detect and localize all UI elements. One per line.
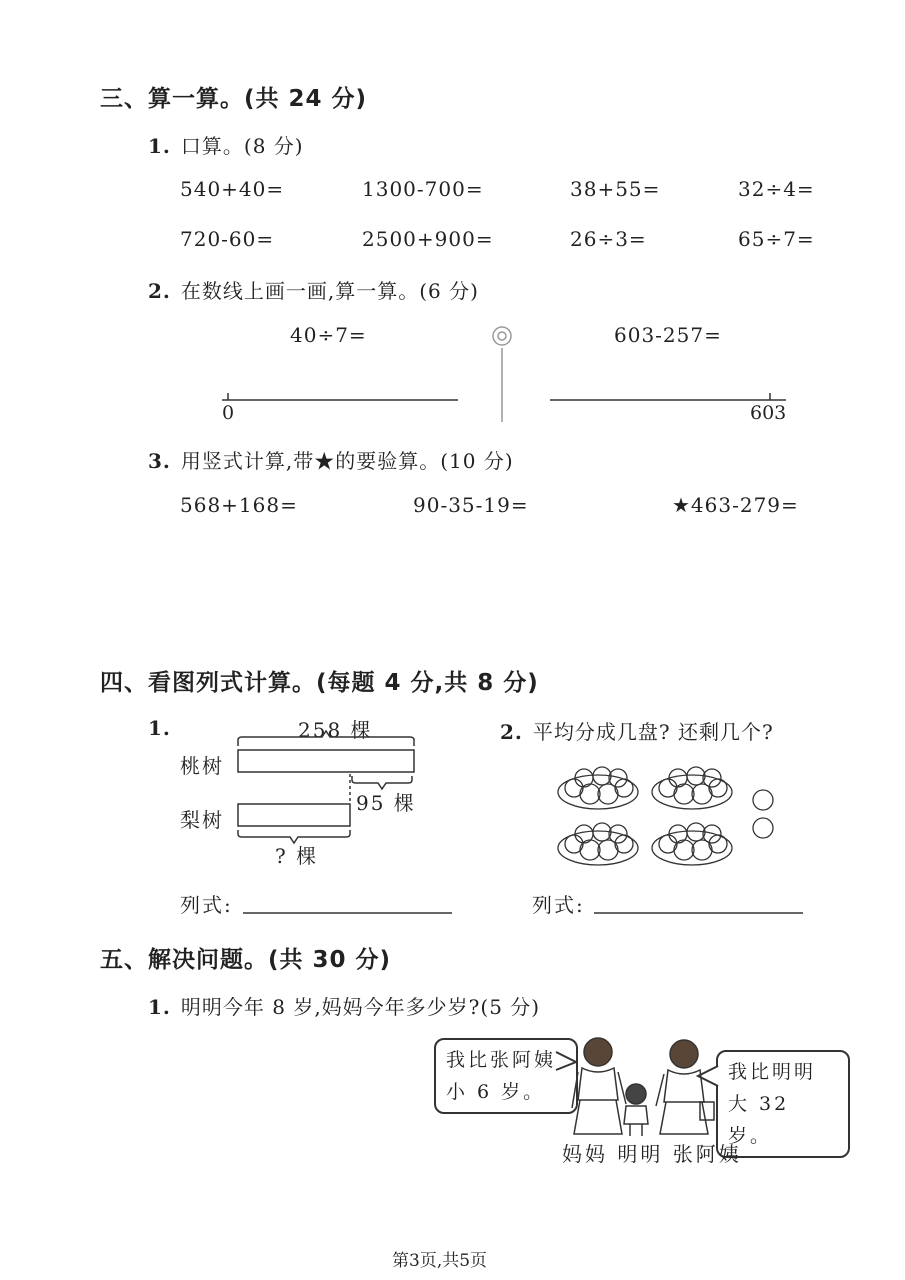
question-number: 1. — [148, 716, 171, 740]
unknown-trees-label: ? 棵 — [275, 844, 319, 868]
oral-expr-6: 2500+900= — [362, 227, 494, 251]
peach-tree-bar — [238, 750, 414, 772]
bubble-mother-line-2: 小 6 岁。 — [446, 1081, 546, 1103]
pear-tree-bar — [238, 804, 350, 826]
single-apple-1 — [753, 790, 773, 810]
formula-label-left: 列式: — [180, 893, 233, 917]
aunt-zhang-illustration — [656, 1040, 714, 1134]
divider-pin-icon — [493, 327, 511, 422]
formula-label-right: 列式: — [532, 893, 585, 917]
question-text: 明明今年 8 岁,妈妈今年多少岁?(5 分) — [180, 995, 541, 1019]
bubble-mother-line-1: 我比张阿姨 — [446, 1049, 557, 1071]
character-names: 妈妈 明明 张阿姨 — [562, 1142, 742, 1166]
question-text: 在数线上画一画,算一算。(6 分) — [180, 279, 479, 303]
mingming-illustration — [624, 1084, 648, 1136]
question-number: 1. — [148, 134, 171, 158]
vertical-calc-expr-2: 90-35-19= — [413, 493, 529, 517]
section-4-title: 四、看图列式计算。(每题 4 分,共 8 分) — [100, 670, 539, 696]
oral-expr-3: 38+55= — [570, 177, 661, 201]
number-line-left — [222, 393, 458, 400]
oral-expr-7: 26÷3= — [570, 227, 647, 251]
difference-label: 95 棵 — [356, 791, 416, 815]
question-number: 2. — [500, 720, 523, 744]
oral-expr-2: 1300-700= — [362, 177, 484, 201]
bubble-aunt-line-1: 我比明明 — [728, 1061, 817, 1083]
tree-bar-diagram — [238, 731, 414, 843]
number-line-expr-right: 603-257= — [614, 323, 722, 347]
mother-illustration — [572, 1038, 626, 1134]
oral-expr-8: 65÷7= — [738, 227, 815, 251]
number-line-zero-label: 0 — [222, 402, 235, 424]
total-brace — [238, 731, 414, 746]
peach-tree-label: 桃树 — [180, 754, 224, 778]
question-text: 用竖式计算,带★的要验算。(10 分) — [180, 449, 514, 473]
unknown-brace — [238, 830, 350, 843]
section-5-title: 五、解决问题。(共 30 分) — [100, 947, 392, 973]
question-number: 2. — [148, 279, 171, 303]
vertical-calc-expr-3: ★463-279= — [672, 493, 799, 517]
pear-tree-label: 梨树 — [180, 808, 224, 832]
apple-plates — [558, 767, 773, 865]
question-number: 3. — [148, 449, 171, 473]
single-apple-2 — [753, 818, 773, 838]
oral-expr-5: 720-60= — [180, 227, 275, 251]
difference-brace — [352, 776, 412, 789]
plate-2 — [652, 767, 732, 809]
plate-1 — [558, 767, 638, 809]
question-number: 1. — [148, 995, 171, 1019]
vertical-calc-expr-1: 568+168= — [180, 493, 298, 517]
question-text: 平均分成几盘? 还剩几个? — [532, 720, 774, 744]
number-line-expr-left: 40÷7= — [290, 323, 367, 347]
total-trees-label: 258 棵 — [298, 718, 373, 742]
section-3-title: 三、算一算。(共 24 分) — [100, 86, 368, 112]
number-line-right — [550, 393, 786, 400]
oral-expr-1: 540+40= — [180, 177, 285, 201]
plate-4 — [652, 823, 732, 865]
plate-3 — [558, 823, 638, 865]
page-footer: 第3页,共5页 — [392, 1251, 488, 1271]
number-line-end-label: 603 — [750, 402, 787, 424]
oral-expr-4: 32÷4= — [738, 177, 815, 201]
question-text: 口算。(8 分) — [180, 134, 304, 158]
bubble-tail-mother — [556, 1052, 576, 1070]
bubble-aunt-line-2: 大 32 岁。 — [728, 1093, 790, 1147]
